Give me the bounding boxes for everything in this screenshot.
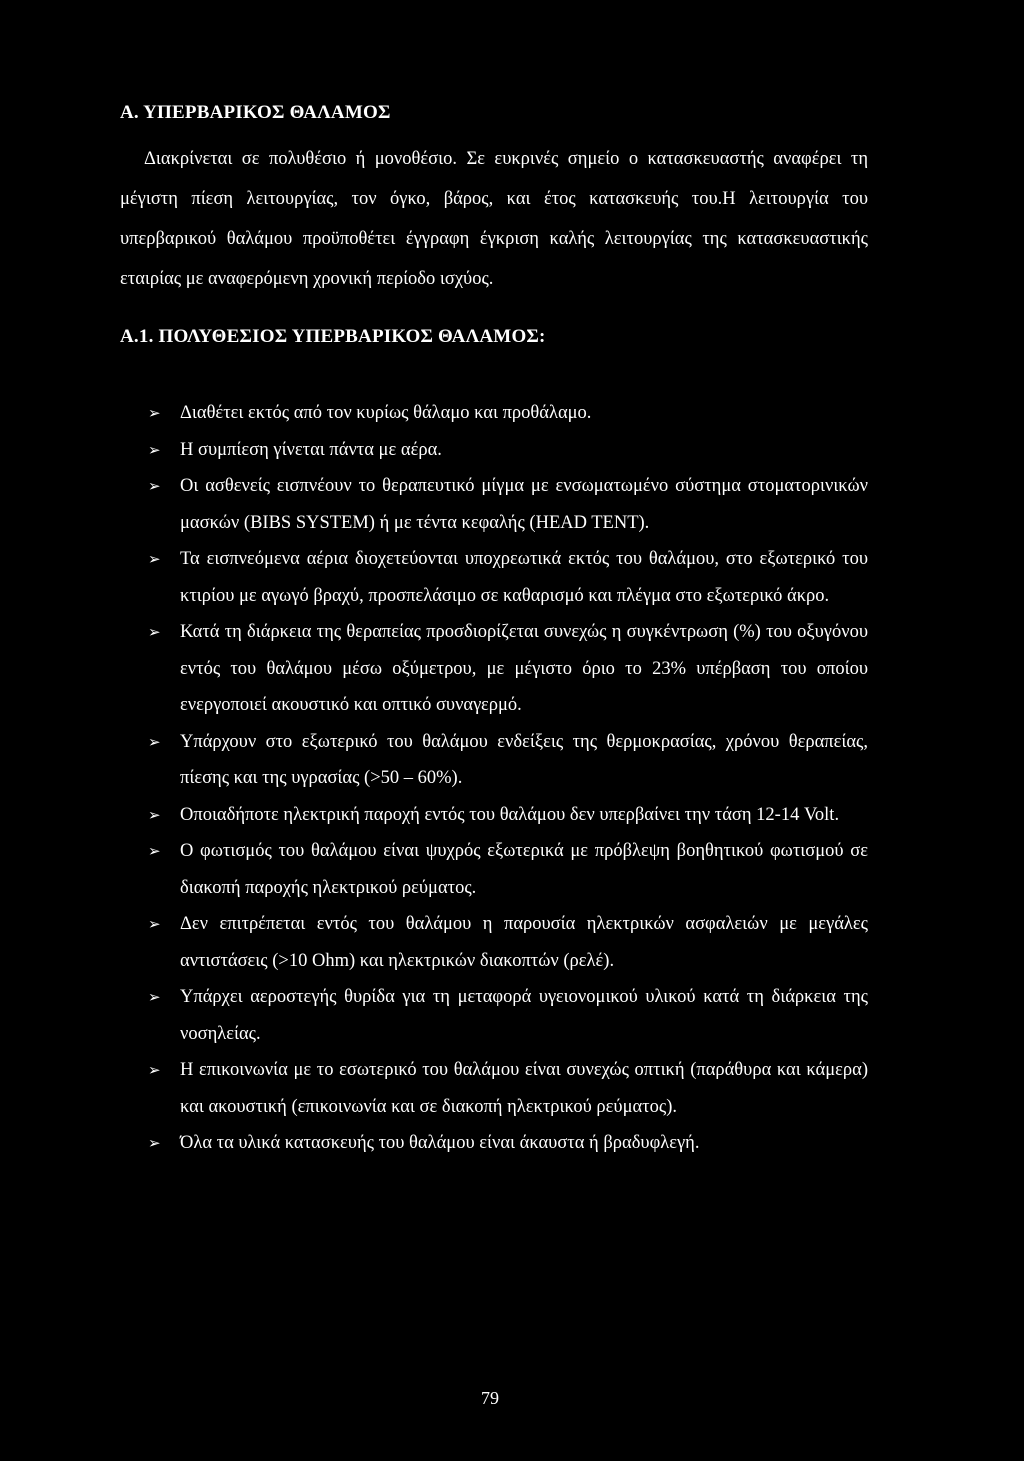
list-item-text: Οι ασθενείς εισπνέουν το θεραπευτικό μίγμα με ενσωματωμένο σύστημα στοματορινικών μασκών (BIBS SYSTEM) ή με τέντα κεφαλής (HEAD TENT). bbox=[180, 476, 868, 533]
arrowhead-bullet-icon: ➢ bbox=[148, 732, 161, 751]
list-item-text: Δεν επιτρέπεται εντός του θαλάμου η παρουσία ηλεκτρικών ασφαλειών με μεγάλες αντιστάσεις (>10 Ohm) και ηλεκτρικών διακοπτών (ρελέ). bbox=[180, 914, 868, 971]
arrowhead-bullet-icon: ➢ bbox=[148, 988, 161, 1006]
arrowhead-bullet-icon: ➢ bbox=[148, 1134, 161, 1152]
arrowhead-bullet-icon: ➢ bbox=[148, 805, 161, 824]
arrowhead-bullet-icon: ➢ bbox=[148, 440, 161, 459]
list-item-text: Οποιαδήποτε ηλεκτρική παροχή εντός του θαλάμου δεν υπερβαίνει την τάση 12-14 Volt. bbox=[180, 804, 840, 825]
list-item-text: Κατά τη διάρκεια της θεραπείας προσδιορίζεται συνεχώς η συγκέντρωση (%) του οξυγόνου εντός του θαλάμου μέσω οξύμετρου, με μέγιστο όριο το 23% υπέρβαση του οποίου ενεργοποιεί ακουστικό και οπτικό συναγερμό. bbox=[180, 622, 868, 715]
intro-paragraph: Διακρίνεται σε πολυθέσιο ή μονοθέσιο. Σε ευκρινές σημείο ο κατασκευαστής αναφέρει τη μέγιστη πίεση λειτουργίας, τον όγκο, βάρος, και έτος κατασκευής του.Η λειτουργία του υπερβαρικού θαλάμου προϋποθέτει έγγραφη έγκριση καλής λειτουργίας της κατασκευαστικής εταιρίας με αναφερόμενη χρονική περίοδο ισχύος. bbox=[120, 149, 868, 289]
list-item bbox=[148, 797, 868, 834]
arrowhead-bullet-icon: ➢ bbox=[148, 404, 161, 422]
list-item bbox=[148, 614, 868, 724]
subsection-title: Α.1. ΠΟΛΥΘΕΣΙΟΣ ΥΠΕΡΒΑΡΙΚΟΣ ΘΑΛΑΜΟΣ: bbox=[120, 326, 546, 347]
list-item-text: Όλα τα υλικά κατασκευής του θαλάμου είναι άκαυστα ή βραδυφλεγή. bbox=[180, 1133, 700, 1153]
list-item bbox=[148, 724, 868, 797]
list-item-text: Διαθέτει εκτός από τον κυρίως θάλαμο και προθάλαμο. bbox=[180, 403, 592, 423]
list-item-text: Υπάρχει αεροστεγής θυρίδα για τη μεταφορά υγειονομικού υλικού κατά τη διάρκεια της νοσηλείας. bbox=[180, 987, 868, 1044]
arrowhead-bullet-icon: ➢ bbox=[148, 477, 161, 495]
list-item bbox=[148, 833, 868, 906]
list-item-text: Η συμπίεση γίνεται πάντα με αέρα. bbox=[180, 439, 442, 460]
list-item-text: Υπάρχουν στο εξωτερικό του θαλάμου ενδείξεις της θερμοκρασίας, χρόνου θεραπείας, πίεσης και της υγρασίας (>50 – 60%). bbox=[180, 731, 868, 788]
list-item bbox=[148, 541, 868, 614]
page-number bbox=[0, 1388, 1024, 1409]
list-item-text: Ο φωτισμός του θαλάμου είναι ψυχρός εξωτερικά με πρόβλεψη βοηθητικού φωτισμού σε διακοπή παροχής ηλεκτρικού ρεύματος. bbox=[180, 841, 868, 898]
list-item bbox=[148, 1125, 868, 1162]
list-item bbox=[148, 468, 868, 541]
arrowhead-bullet-icon: ➢ bbox=[148, 623, 161, 641]
arrowhead-bullet-icon: ➢ bbox=[148, 842, 161, 860]
list-item-text: Τα εισπνεόμενα αέρια διοχετεύονται υποχρεωτικά εκτός του θαλάμου, στο εξωτερικό του κτιρίου με αγωγό βραχύ, προσπελάσιμο σε καθαρισμό και πλέγμα στο εξωτερικό άκρο. bbox=[180, 549, 868, 606]
list-item bbox=[148, 979, 868, 1052]
section-title: Α. ΥΠΕΡΒΑΡΙΚΟΣ ΘΑΛΑΜΟΣ bbox=[120, 102, 391, 123]
list-item bbox=[148, 395, 868, 432]
list-item bbox=[148, 906, 868, 979]
arrowhead-bullet-icon: ➢ bbox=[148, 915, 161, 933]
bullet-list bbox=[148, 395, 868, 1162]
list-item bbox=[148, 1052, 868, 1125]
list-item bbox=[148, 432, 868, 469]
arrowhead-bullet-icon: ➢ bbox=[148, 1061, 161, 1079]
arrowhead-bullet-icon: ➢ bbox=[148, 550, 161, 568]
page-number-text: 79 bbox=[481, 1388, 499, 1408]
list-item-text: Η επικοινωνία με το εσωτερικό του θαλάμου είναι συνεχώς οπτική (παράθυρα και κάμερα) και ακουστική (επικοινωνία και σε διακοπή ηλεκτρικού ρεύματος). bbox=[180, 1060, 868, 1117]
